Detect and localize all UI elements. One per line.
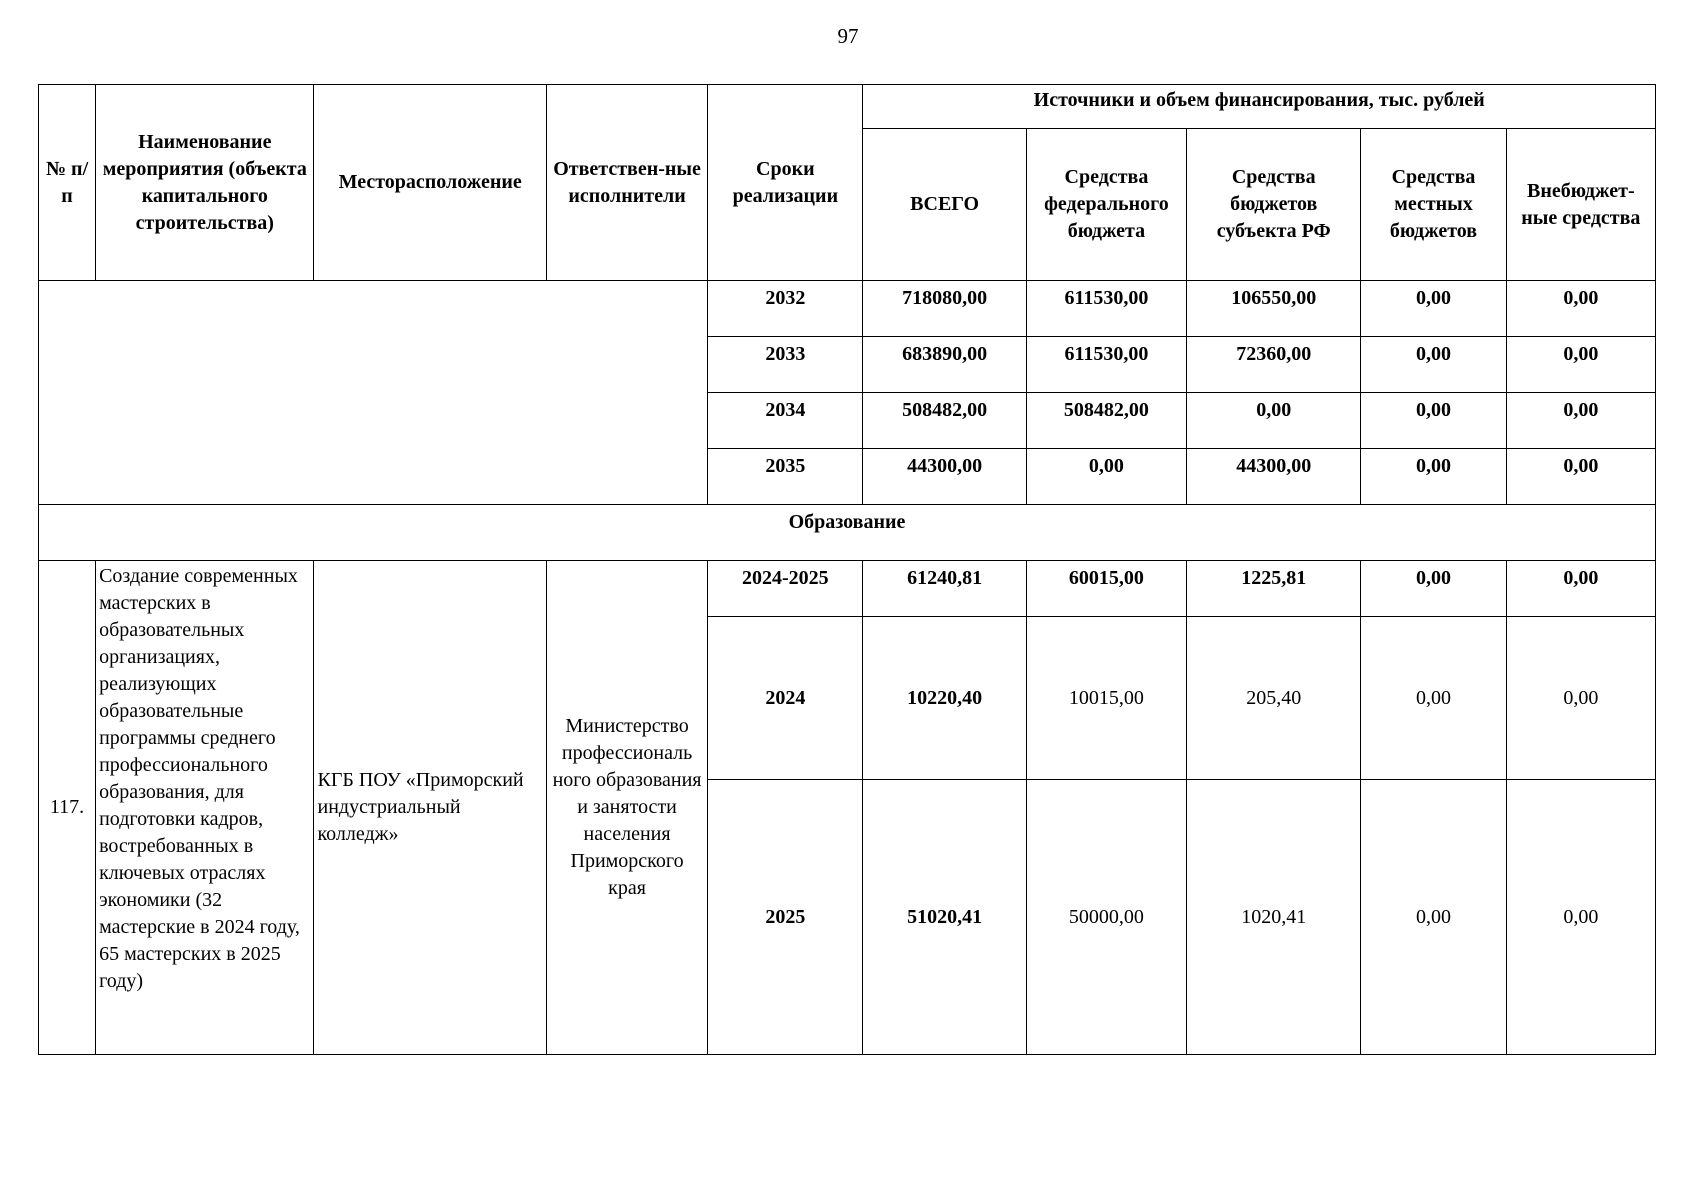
row-total: 718080,00 xyxy=(863,281,1026,337)
row-local: 0,00 xyxy=(1361,617,1506,780)
header-extra: Внебюджет-ные средства xyxy=(1506,129,1655,281)
row-federal: 50000,00 xyxy=(1026,780,1186,1055)
row-federal: 611530,00 xyxy=(1026,337,1186,393)
item-number: 117. xyxy=(39,561,96,1055)
row-year: 2024-2025 xyxy=(708,561,863,617)
row-extra: 0,00 xyxy=(1506,449,1655,505)
header-local: Средства местных бюджетов xyxy=(1361,129,1506,281)
row-total: 51020,41 xyxy=(863,780,1026,1055)
row-regional: 1020,41 xyxy=(1187,780,1361,1055)
section-row xyxy=(39,505,1656,561)
row-federal: 10015,00 xyxy=(1026,617,1186,780)
row-year: 2032 xyxy=(708,281,863,337)
row-local: 0,00 xyxy=(1361,780,1506,1055)
row-total: 61240,81 xyxy=(863,561,1026,617)
row-federal: 60015,00 xyxy=(1026,561,1186,617)
row-total: 683890,00 xyxy=(863,337,1026,393)
header-total: ВСЕГО xyxy=(863,129,1026,281)
item-executor: Министерство профессиональ ного образования и занятости населения Приморского края xyxy=(546,561,707,1055)
row-year: 2025 xyxy=(708,780,863,1055)
row-federal: 0,00 xyxy=(1026,449,1186,505)
header-location: Месторасположение xyxy=(314,85,546,281)
row-total: 10220,40 xyxy=(863,617,1026,780)
header-terms: Сроки реализации xyxy=(708,85,863,281)
row-total: 508482,00 xyxy=(863,393,1026,449)
row-regional: 44300,00 xyxy=(1187,449,1361,505)
row-extra: 0,00 xyxy=(1506,780,1655,1055)
row-year: 2024 xyxy=(708,617,863,780)
header-row-1 xyxy=(39,85,1656,129)
row-year: 2034 xyxy=(708,393,863,449)
row-federal: 611530,00 xyxy=(1026,281,1186,337)
row-regional: 0,00 xyxy=(1187,393,1361,449)
row-regional: 72360,00 xyxy=(1187,337,1361,393)
page-number: 97 xyxy=(837,24,859,48)
header-executors: Ответствен-ные исполнители xyxy=(546,85,707,281)
header-name: Наименование мероприятия (объекта капитального строительства) xyxy=(96,85,314,281)
header-regional: Средства бюджетов субъекта РФ xyxy=(1187,129,1361,281)
table-row xyxy=(39,561,1656,617)
item-location: КГБ ПОУ «Приморский индустриальный колледж» xyxy=(314,561,546,1055)
row-year: 2033 xyxy=(708,337,863,393)
row-regional: 1225,81 xyxy=(1187,561,1361,617)
row-local: 0,00 xyxy=(1361,561,1506,617)
header-financing: Источники и объем финансирования, тыс. рублей xyxy=(863,85,1656,129)
row-regional: 205,40 xyxy=(1187,617,1361,780)
row-local: 0,00 xyxy=(1361,393,1506,449)
row-extra: 0,00 xyxy=(1506,393,1655,449)
blank-cell xyxy=(39,281,708,505)
item-name: Создание современных мастерских в образовательных организациях, реализующих образовательные программы среднего профессионального образования, для подготовки кадров, востребованных в ключевых отраслях экономики (32 мастерские в 2024 году, 65 мастерских в 2025 году) xyxy=(96,561,314,1055)
row-extra: 0,00 xyxy=(1506,337,1655,393)
row-local: 0,00 xyxy=(1361,281,1506,337)
row-extra: 0,00 xyxy=(1506,561,1655,617)
section-title: Образование xyxy=(39,505,1656,561)
financing-table xyxy=(38,84,1656,1055)
row-total: 44300,00 xyxy=(863,449,1026,505)
row-federal: 508482,00 xyxy=(1026,393,1186,449)
table-row xyxy=(39,281,1656,337)
header-num: № п/п xyxy=(39,85,96,281)
row-extra: 0,00 xyxy=(1506,281,1655,337)
row-regional: 106550,00 xyxy=(1187,281,1361,337)
row-extra: 0,00 xyxy=(1506,617,1655,780)
row-year: 2035 xyxy=(708,449,863,505)
header-federal: Средства федерального бюджета xyxy=(1026,129,1186,281)
row-local: 0,00 xyxy=(1361,337,1506,393)
row-local: 0,00 xyxy=(1361,449,1506,505)
